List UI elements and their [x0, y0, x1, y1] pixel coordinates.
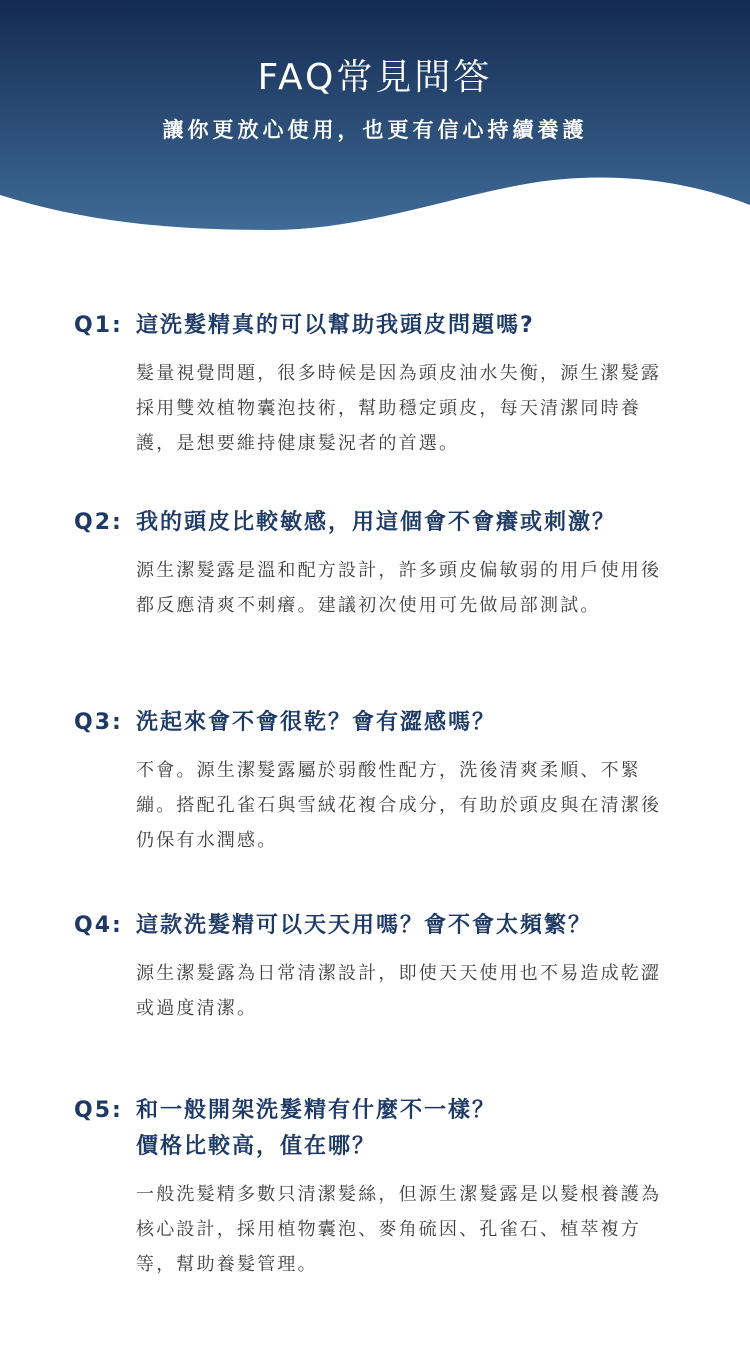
faq-question — [74, 308, 684, 344]
question-text — [136, 505, 684, 541]
question-line: 這洗髮精真的可以幫助我頭皮問題嗎? — [136, 313, 535, 338]
question-line: 我的頭皮比較敏感，用這個會不會癢或刺激？ — [136, 510, 617, 535]
question-label: Q1: — [74, 313, 123, 338]
question-line: 價格比較高，值在哪？ — [136, 1134, 377, 1159]
faq-item-5 — [74, 1093, 684, 1282]
faq-item-4 — [74, 908, 684, 1026]
faq-item-3 — [74, 705, 684, 858]
faq-answer: 一般洗髮精多數只清潔髮絲，但源生潔髮露是以髮根養護為核心設計，採用植物囊泡、麥角硫因、孔雀石、植萃複方等，幫助養髮管理。 — [136, 1184, 662, 1275]
faq-item-2 — [74, 505, 684, 623]
faq-header-banner — [0, 0, 750, 240]
faq-question — [74, 908, 684, 944]
question-text — [136, 908, 684, 944]
faq-answer: 髮量視覺問題，很多時候是因為頭皮油水失衡，源生潔髮露採用雙效植物囊泡技術，幫助穩定頭皮，每天清潔同時養護，是想要維持健康髮況者的首選。 — [136, 363, 662, 454]
question-label: Q5: — [74, 1098, 123, 1123]
question-label: Q4: — [74, 913, 123, 938]
question-line: 這款洗髮精可以天天用嗎？會不會太頻繁？ — [136, 913, 593, 938]
faq-answer: 不會。源生潔髮露屬於弱酸性配方，洗後清爽柔順、不緊繃。搭配孔雀石與雪絨花複合成分，有助於頭皮與在清潔後仍保有水潤感。 — [136, 760, 662, 851]
faq-question — [74, 1093, 684, 1165]
faq-answer: 源生潔髮露是溫和配方設計，許多頭皮偏敏弱的用戶使用後都反應清爽不刺癢。建議初次使用可先做局部測試。 — [136, 560, 662, 616]
page-title: FAQ常見問答 — [257, 57, 493, 98]
question-label: Q3: — [74, 710, 123, 735]
question-text — [136, 308, 684, 344]
question-line: 和一般開架洗髮精有什麼不一樣？ — [136, 1098, 497, 1123]
question-label: Q2: — [74, 510, 123, 535]
question-line: 洗起來會不會很乾？會有澀感嗎？ — [136, 710, 497, 735]
faq-answer: 源生潔髮露為日常清潔設計，即使天天使用也不易造成乾澀或過度清潔。 — [136, 963, 662, 1019]
question-text — [136, 705, 684, 741]
question-text — [136, 1093, 684, 1165]
faq-question — [74, 505, 684, 541]
page-subtitle: 讓你更放心使用，也更有信心持續養護 — [162, 118, 588, 142]
faq-item-1 — [74, 308, 684, 461]
faq-question — [74, 705, 684, 741]
